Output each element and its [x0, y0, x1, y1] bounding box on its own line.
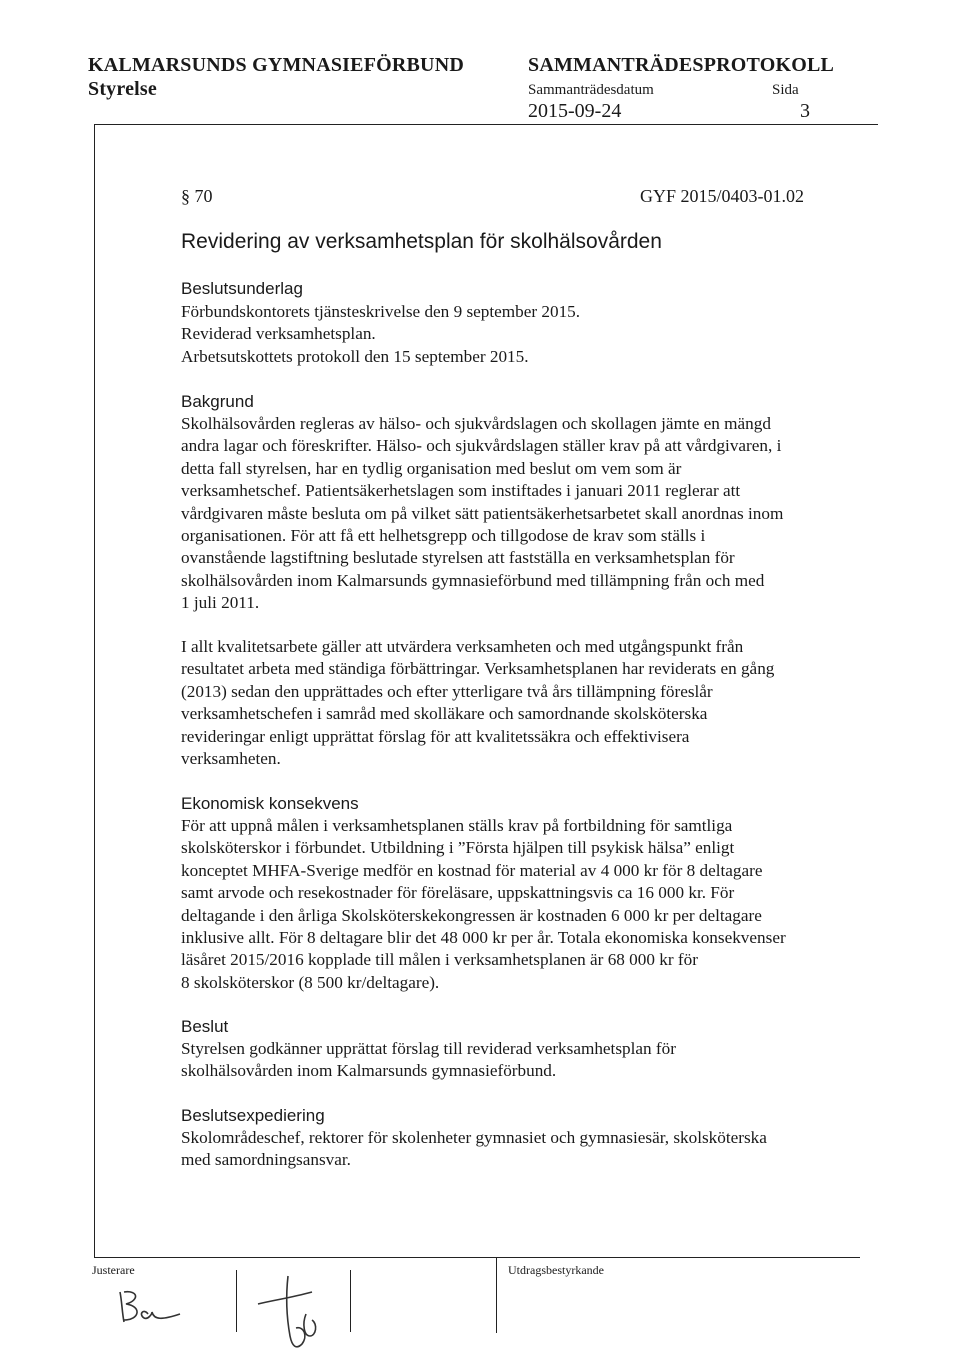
text-line: skolhälsovården inom Kalmarsunds gymnasieförbund med tillämpning från och med: [181, 570, 765, 590]
bakgrund-paragraph-2: [181, 636, 871, 770]
text-line: Styrelsen godkänner upprättat förslag till reviderad verksamhetsplan för: [181, 1039, 676, 1058]
text-line: verksamhetschefen i samråd med skolläkare och samordnande skolsköterska: [181, 704, 708, 724]
footer-rule: [94, 1257, 860, 1258]
beslut-heading: Beslut: [181, 1017, 229, 1036]
meeting-date: 2015-09-24: [528, 100, 622, 122]
bakgrund-heading: Bakgrund: [181, 392, 254, 411]
text-line: andra lagar och föreskrifter. Hälso- och sjukvårdslagen ställer krav på att vårdgivaren, i: [181, 436, 782, 456]
text-line: Skolområdeschef, rektorer för skolenheter gymnasiet och gymnasiesär, skolsköterska: [181, 1128, 767, 1147]
text-line: ovanstående lagstiftning beslutade styrelsen att fastställa en verksamhetsplan för: [181, 548, 735, 568]
text-line: verksamhetschef. Patientsäkerhetslagen som instiftades i januari 2011 reglerar att: [181, 481, 741, 501]
expediering-heading: Beslutsexpediering: [181, 1106, 325, 1125]
board-name: Styrelse: [88, 78, 157, 100]
expediering-paragraph: [181, 1127, 871, 1172]
organization-name: KALMARSUNDS GYMNASIEFÖRBUND: [88, 54, 464, 76]
text-line: detta fall styrelsen, har en tydlig organisation med beslut om vem som är: [181, 458, 682, 478]
beslutsunderlag-item: Reviderad verksamhetsplan.: [181, 324, 376, 344]
text-line: skolsköterskor i förbundet. Utbildning i ”Första hjälpen till psykisk hälsa” enligt: [181, 838, 735, 858]
text-line: deltagande i den årliga Skolsköterskekongressen är kostnaden 6 000 kr per deltagare: [181, 905, 762, 925]
left-margin-rule: [94, 124, 95, 1257]
case-number: GYF 2015/0403-01.02: [640, 186, 805, 206]
section-number: § 70: [181, 186, 213, 206]
protocol-title: SAMMANTRÄDESPROTOKOLL: [528, 54, 835, 76]
text-line: samt arvode och resekostnader för föreläsare, uppskattningsvis ca 16 000 kr. För: [181, 883, 735, 903]
signature-1: [110, 1284, 190, 1330]
text-line: konceptet MHFA-Sverige medför en kostnad för material av 4 000 kr för 8 deltagare: [181, 860, 763, 880]
page-number: 3: [800, 100, 810, 122]
text-line: För att uppnå målen i verksamhetsplanen ställs krav på fortbildning för samtliga: [181, 816, 733, 835]
text-line: 1 juli 2011.: [181, 593, 260, 613]
footer-divider-2: [350, 1270, 351, 1332]
text-line: 8 skolsköterskor (8 500 kr/deltagare).: [181, 972, 440, 992]
text-line: I allt kvalitetsarbete gäller att utvärdera verksamheten och med utgångspunkt från: [181, 637, 744, 656]
text-line: med samordningsansvar.: [181, 1150, 351, 1170]
justerare-label: Justerare: [92, 1263, 135, 1277]
beslutsunderlag-heading: Beslutsunderlag: [181, 279, 303, 298]
text-line: Skolhälsovården regleras av hälso- och sjukvårdslagen och skollagen jämte en mängd: [181, 414, 771, 433]
text-line: skolhälsovården inom Kalmarsunds gymnasieförbund.: [181, 1061, 557, 1081]
text-line: (2013) sedan den upprättades och efter ytterligare två års tillämpning föreslår: [181, 681, 713, 701]
section-title: Revidering av verksamhetsplan för skolhälsovården: [181, 230, 662, 253]
bakgrund-paragraph-1: [181, 413, 871, 615]
text-line: läsåret 2015/2016 kopplade till målen i verksamhetsplanen är 68 000 kr för: [181, 950, 698, 970]
date-label: Sammanträdesdatum: [528, 82, 654, 98]
page-label: Sida: [772, 82, 799, 98]
header-rule: [94, 124, 878, 125]
text-line: inklusive allt. För 8 deltagare blir det 48 000 kr per år. Totala ekonomiska konsekvenser: [181, 928, 786, 948]
text-line: resultatet arbeta med ständiga förbättringar. Verksamhetsplanen har reviderats en gång: [181, 659, 775, 679]
beslut-paragraph: [181, 1038, 871, 1083]
text-line: organisationen. För att få ett helhetsgrepp och tillgodose de krav som ställs i: [181, 526, 706, 546]
footer-divider-3: [496, 1257, 497, 1333]
text-line: vårdgivaren måste besluta om på vilket sätt patientsäkerhetsarbetet skall anordnas inom: [181, 503, 784, 523]
utdragsbestyrkande-label: Utdragsbestyrkande: [508, 1263, 604, 1277]
beslutsunderlag-item: Arbetsutskottets protokoll den 15 september 2015.: [181, 346, 529, 366]
beslutsunderlag-item: Förbundskontorets tjänsteskrivelse den 9 september 2015.: [181, 302, 581, 321]
ekonomisk-paragraph: [181, 815, 871, 994]
text-line: revideringar enligt upprättat förslag för att kvalitetssäkra och effektivisera: [181, 726, 690, 746]
text-line: verksamheten.: [181, 749, 281, 769]
ekonomisk-heading: Ekonomisk konsekvens: [181, 794, 359, 813]
footer-divider-1: [236, 1270, 237, 1332]
signature-2: [250, 1270, 340, 1354]
beslutsunderlag-list: [181, 301, 871, 368]
